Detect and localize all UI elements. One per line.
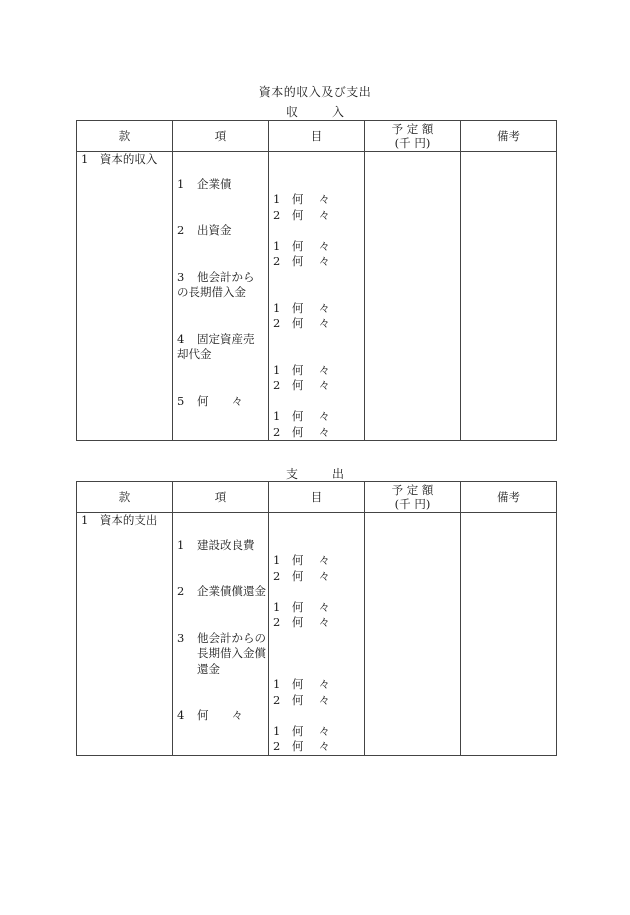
kou-cell: 1 建設改良費	[173, 538, 269, 554]
table-row	[77, 409, 557, 425]
table-row	[77, 553, 557, 569]
header-biko: 備考	[461, 482, 557, 513]
table-row	[77, 538, 557, 554]
table-row	[77, 584, 557, 600]
header-yotei-line1: 予 定 額	[391, 122, 434, 136]
table-row	[77, 152, 557, 168]
moku-cell: 2 何 々	[269, 254, 365, 270]
moku-cell: 1 何 々	[269, 553, 365, 569]
income-table	[76, 120, 557, 441]
kou-cell: 3 他会計からの	[173, 631, 269, 647]
table-row	[77, 662, 557, 678]
header-yotei-line2: (千 円)	[394, 136, 431, 150]
moku-cell: 2 何 々	[269, 739, 365, 755]
table-row	[77, 378, 557, 394]
expense-table	[76, 481, 557, 756]
moku-cell: 1 何 々	[269, 239, 365, 255]
table-row	[77, 332, 557, 348]
table-row	[77, 316, 557, 332]
table-row	[77, 513, 557, 529]
table-row	[77, 631, 557, 647]
table-row	[77, 270, 557, 286]
table-row	[77, 615, 557, 631]
table-row	[77, 208, 557, 224]
moku-cell: 2 何 々	[269, 569, 365, 585]
expense-heading	[0, 465, 630, 482]
table-row	[77, 739, 557, 755]
moku-cell: 1 何 々	[269, 301, 365, 317]
expense-header-row	[77, 482, 557, 513]
table-row	[77, 394, 557, 410]
header-yotei-line2: (千 円)	[394, 497, 431, 511]
table-row	[77, 347, 557, 363]
table-row	[77, 425, 557, 441]
kou-cell-cont: 長期借入金償	[173, 646, 269, 662]
header-moku: 目	[269, 482, 365, 513]
header-kou: 項	[173, 482, 269, 513]
income-heading-right: 入	[332, 105, 345, 119]
moku-cell: 2 何 々	[269, 693, 365, 709]
expense-heading-right: 出	[332, 467, 345, 481]
table-row	[77, 600, 557, 616]
kou-cell: 5 何 々	[173, 394, 269, 410]
table-row	[77, 677, 557, 693]
table-row	[77, 177, 557, 193]
table-row	[77, 254, 557, 270]
table-row	[77, 724, 557, 740]
kou-cell-cont: の長期借入金	[173, 285, 269, 301]
kou-cell-cont: 還金	[173, 662, 269, 678]
kou-cell: 2 企業債償還金	[173, 584, 269, 600]
moku-cell: 1 何 々	[269, 409, 365, 425]
page-title: 資本的収入及び支出	[258, 85, 372, 99]
table-row	[77, 223, 557, 239]
moku-cell: 1 何 々	[269, 724, 365, 740]
table-row	[77, 239, 557, 255]
income-header-row	[77, 121, 557, 152]
header-yotei	[365, 482, 461, 513]
table-row	[77, 693, 557, 709]
table-row	[77, 646, 557, 662]
header-kou: 項	[173, 121, 269, 152]
kou-cell: 4 固定資産売	[173, 332, 269, 348]
moku-cell: 1 何 々	[269, 363, 365, 379]
header-kan: 款	[77, 121, 173, 152]
moku-cell: 1 何 々	[269, 600, 365, 616]
kan-cell: 1 資本的収入	[77, 152, 173, 168]
table-row	[77, 285, 557, 301]
kou-cell: 3 他会計から	[173, 270, 269, 286]
header-kan: 款	[77, 482, 173, 513]
income-heading	[0, 103, 630, 120]
kou-cell: 4 何 々	[173, 708, 269, 724]
table-row	[77, 569, 557, 585]
moku-cell: 1 何 々	[269, 192, 365, 208]
moku-cell: 2 何 々	[269, 378, 365, 394]
header-biko: 備考	[461, 121, 557, 152]
moku-cell: 1 何 々	[269, 677, 365, 693]
moku-cell: 2 何 々	[269, 425, 365, 441]
moku-cell: 2 何 々	[269, 615, 365, 631]
income-heading-left: 収	[285, 105, 298, 119]
table-row	[77, 708, 557, 724]
header-moku: 目	[269, 121, 365, 152]
header-yotei-line1: 予 定 額	[391, 483, 434, 497]
expense-heading-left: 支	[285, 467, 298, 481]
kou-cell-cont: 却代金	[173, 347, 269, 363]
table-row	[77, 363, 557, 379]
moku-cell: 2 何 々	[269, 316, 365, 332]
table-row	[77, 192, 557, 208]
header-yotei	[365, 121, 461, 152]
kou-cell: 2 出資金	[173, 223, 269, 239]
table-row	[77, 301, 557, 317]
kou-cell: 1 企業債	[173, 177, 269, 193]
moku-cell: 2 何 々	[269, 208, 365, 224]
kan-cell: 1 資本的支出	[77, 513, 173, 529]
